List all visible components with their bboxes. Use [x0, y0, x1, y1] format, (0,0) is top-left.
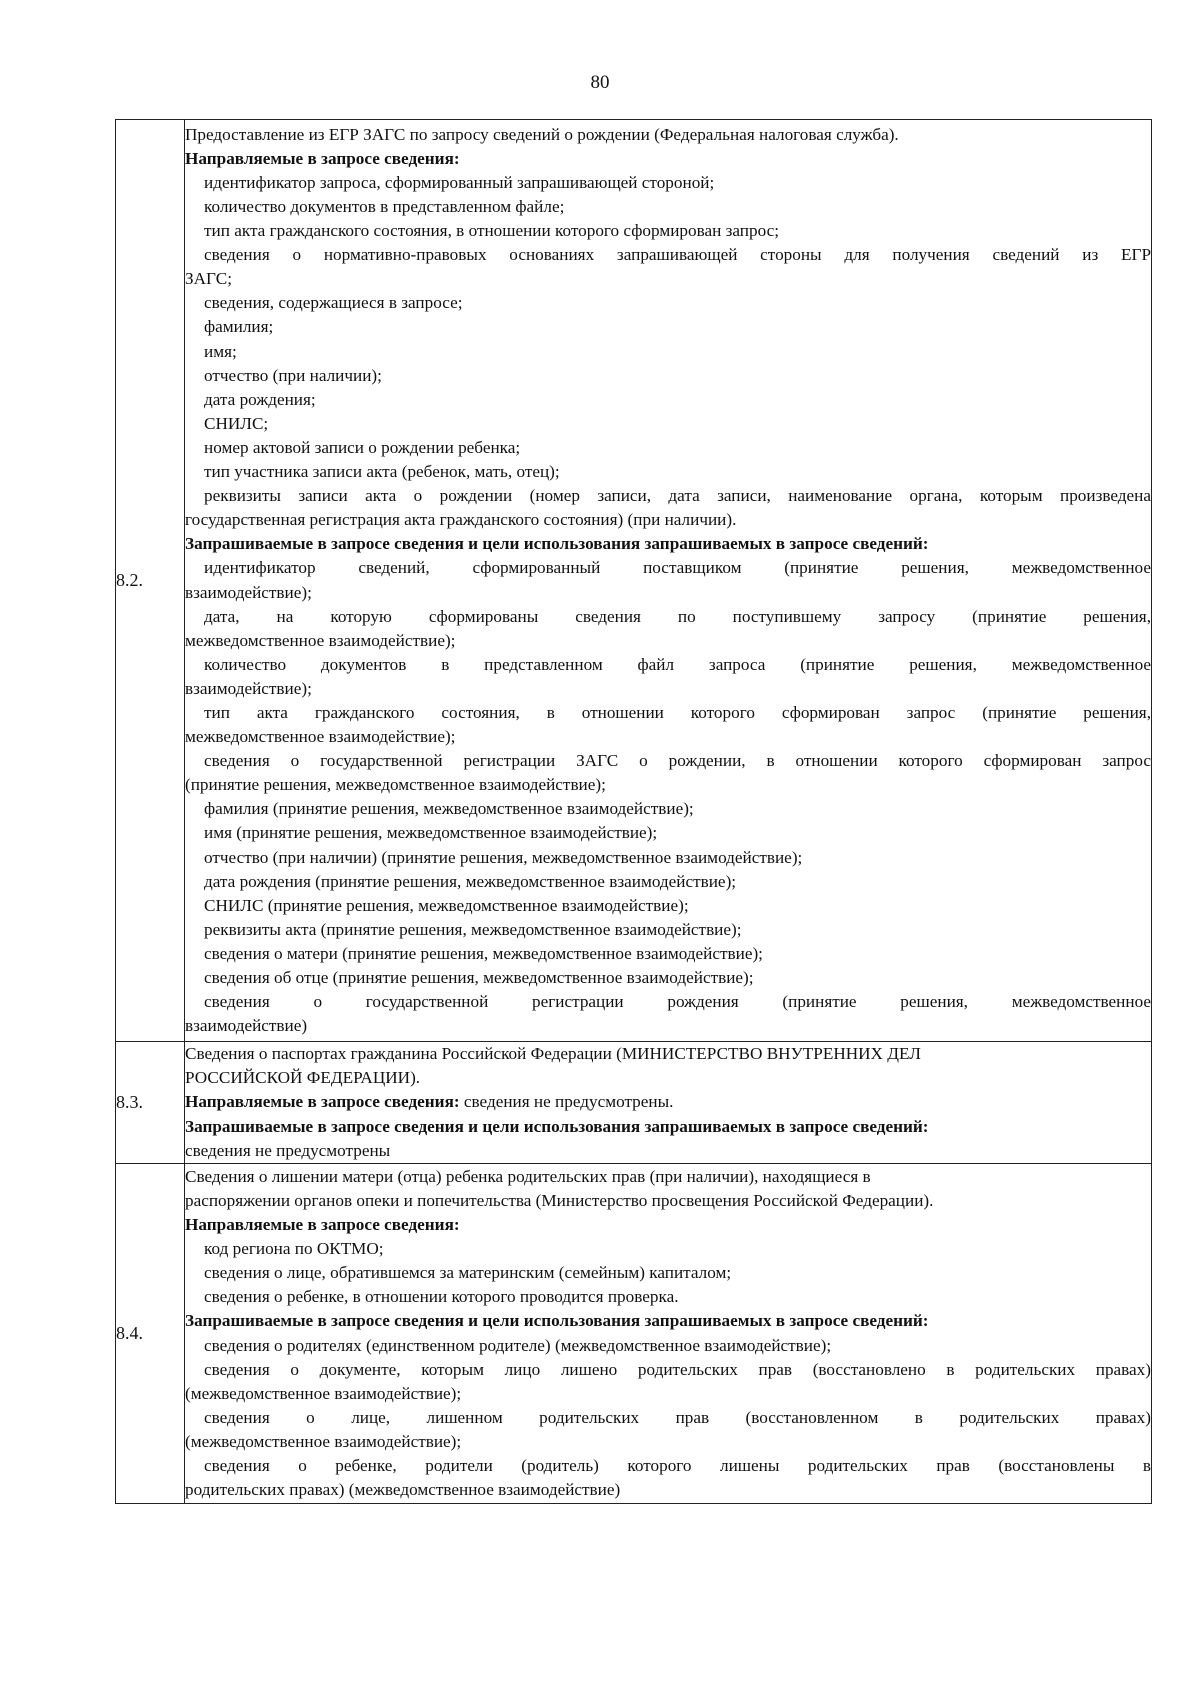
section-heading-sent: Направляемые в запросе сведения: — [185, 148, 460, 168]
list-item: сведения о лице, обратившемся за материнским (семейным) капиталом; — [204, 1263, 732, 1283]
list-item: отчество (при наличии); — [204, 365, 382, 385]
list-item: сведения о матери (принятие решения, межведомственное взаимодействие); — [204, 943, 763, 963]
section-heading-requested: Запрашиваемые в запросе сведения и цели использования запрашиваемых в запросе сведений: — [185, 1311, 929, 1331]
list-item: реквизиты записи акта о рождении (номер записи, дата записи, наименование органа, которым произведена — [204, 486, 1151, 506]
row-title-continuation: распоряжении органов опеки и попечительства (Министерство просвещения Российской Федерации). — [185, 1190, 934, 1210]
list-item: реквизиты акта (принятие решения, межведомственное взаимодействие); — [204, 919, 742, 939]
row-content-8-3 — [185, 1042, 1152, 1164]
list-item: количество документов в представленном файл запроса (принятие решения, межведомственное — [204, 654, 1151, 674]
section-heading-requested: Запрашиваемые в запросе сведения и цели использования запрашиваемых в запросе сведений: — [185, 1116, 929, 1136]
row-title: Сведения о лишении матери (отца) ребенка родительских прав (при наличии), находящиеся в — [185, 1166, 871, 1186]
page-number: 80 — [590, 72, 610, 93]
list-item: номер актовой записи о рождении ребенка; — [204, 437, 521, 457]
list-item-continuation: взаимодействие); — [185, 678, 312, 698]
list-item: тип участника записи акта (ребенок, мать, отец); — [204, 462, 560, 482]
row-number-8-2: 8.2. — [116, 120, 185, 1042]
list-item: идентификатор сведений, сформированный поставщиком (принятие решения, межведомственное — [204, 558, 1151, 578]
list-item-continuation: родительских правах) (межведомственное взаимодействие) — [185, 1480, 621, 1500]
section-heading-requested: Запрашиваемые в запросе сведения и цели использования запрашиваемых в запросе сведений: — [185, 534, 929, 554]
list-item: СНИЛС; — [204, 413, 269, 433]
list-item: сведения о документе, которым лицо лишено родительских прав (восстановлено в родительских правах) — [204, 1359, 1151, 1379]
list-item-continuation: межведомственное взаимодействие); — [185, 727, 456, 747]
list-item: СНИЛС (принятие решения, межведомственное взаимодействие); — [204, 895, 689, 915]
list-item: отчество (при наличии) (принятие решения, межведомственное взаимодействие); — [204, 847, 803, 867]
list-item: дата рождения (принятие решения, межведомственное взаимодействие); — [204, 871, 737, 891]
list-item: сведения о лице, лишенном родительских прав (восстановленном в родительских правах) — [204, 1407, 1151, 1427]
list-item-continuation: взаимодействие) — [185, 1016, 308, 1036]
requested-info-value: сведения не предусмотрены — [185, 1140, 391, 1160]
section-heading-sent: Направляемые в запросе сведения: — [185, 1092, 460, 1112]
list-item: сведения о ребенке, в отношении которого проводится проверка. — [204, 1287, 679, 1307]
list-item: сведения о родителях (единственном родителе) (межведомственное взаимодействие); — [204, 1335, 832, 1355]
row-content-8-2 — [185, 120, 1152, 1042]
row-number-8-4: 8.4. — [116, 1164, 185, 1504]
sent-info-line — [185, 1090, 1151, 1114]
list-item: имя; — [204, 341, 237, 361]
list-item: имя (принятие решения, межведомственное взаимодействие); — [204, 823, 658, 843]
list-item: фамилия; — [204, 317, 274, 337]
table-row-8-3 — [116, 1042, 1152, 1164]
list-item: сведения о нормативно-правовых основаниях запрашивающей стороны для получения сведений из ЕГР — [204, 245, 1151, 265]
list-item: идентификатор запроса, сформированный запрашивающей стороной; — [204, 172, 715, 192]
row-title: Сведения о паспортах гражданина Российской Федерации (МИНИСТЕРСТВО ВНУТРЕННИХ ДЕЛ — [185, 1044, 921, 1064]
list-item: сведения о ребенке, родители (родитель) которого лишены родительских прав (восстановлены в — [204, 1455, 1151, 1475]
row-content-8-4 — [185, 1164, 1152, 1504]
list-item: сведения о государственной регистрации рождения (принятие решения, межведомственное — [204, 992, 1151, 1012]
list-item-continuation: ЗАГС; — [185, 269, 232, 289]
row-title: Предоставление из ЕГР ЗАГС по запросу сведений о рождении (Федеральная налоговая служба). — [185, 124, 899, 144]
list-item-continuation: взаимодействие); — [185, 582, 312, 602]
section-heading-sent: Направляемые в запросе сведения: — [185, 1215, 460, 1235]
list-item: тип акта гражданского состояния, в отношении которого сформирован запрос (принятие решения, — [204, 702, 1151, 722]
list-item: код региона по ОКТМО; — [204, 1239, 384, 1259]
row-number-8-3: 8.3. — [116, 1042, 185, 1164]
list-item: фамилия (принятие решения, межведомственное взаимодействие); — [204, 799, 694, 819]
list-item: дата рождения; — [204, 389, 316, 409]
list-item: сведения о государственной регистрации ЗАГС о рождении, в отношении которого сформирован запрос — [204, 751, 1151, 771]
list-item: сведения об отце (принятие решения, межведомственное взаимодействие); — [204, 968, 754, 987]
list-item-continuation: (межведомственное взаимодействие); — [185, 1431, 462, 1451]
list-item-continuation: межведомственное взаимодействие); — [185, 630, 456, 650]
list-item-continuation: (межведомственное взаимодействие); — [185, 1383, 462, 1403]
table-row-8-2 — [116, 120, 1152, 1042]
list-item-continuation: государственная регистрация акта гражданского состояния) (при наличии). — [185, 510, 737, 530]
list-item: количество документов в представленном файле; — [204, 197, 565, 216]
list-item: сведения, содержащиеся в запросе; — [204, 293, 463, 313]
list-item: дата, на которую сформированы сведения по поступившему запросу (принятие решения, — [204, 606, 1151, 626]
table-row-8-4 — [116, 1164, 1152, 1504]
data-table — [115, 119, 1152, 1504]
list-item: тип акта гражданского состояния, в отношении которого сформирован запрос; — [204, 221, 780, 241]
row-title-continuation: РОССИЙСКОЙ ФЕДЕРАЦИИ). — [185, 1068, 421, 1088]
sent-info-value: сведения не предусмотрены. — [459, 1092, 674, 1112]
list-item-continuation: (принятие решения, межведомственное взаимодействие); — [185, 775, 606, 795]
